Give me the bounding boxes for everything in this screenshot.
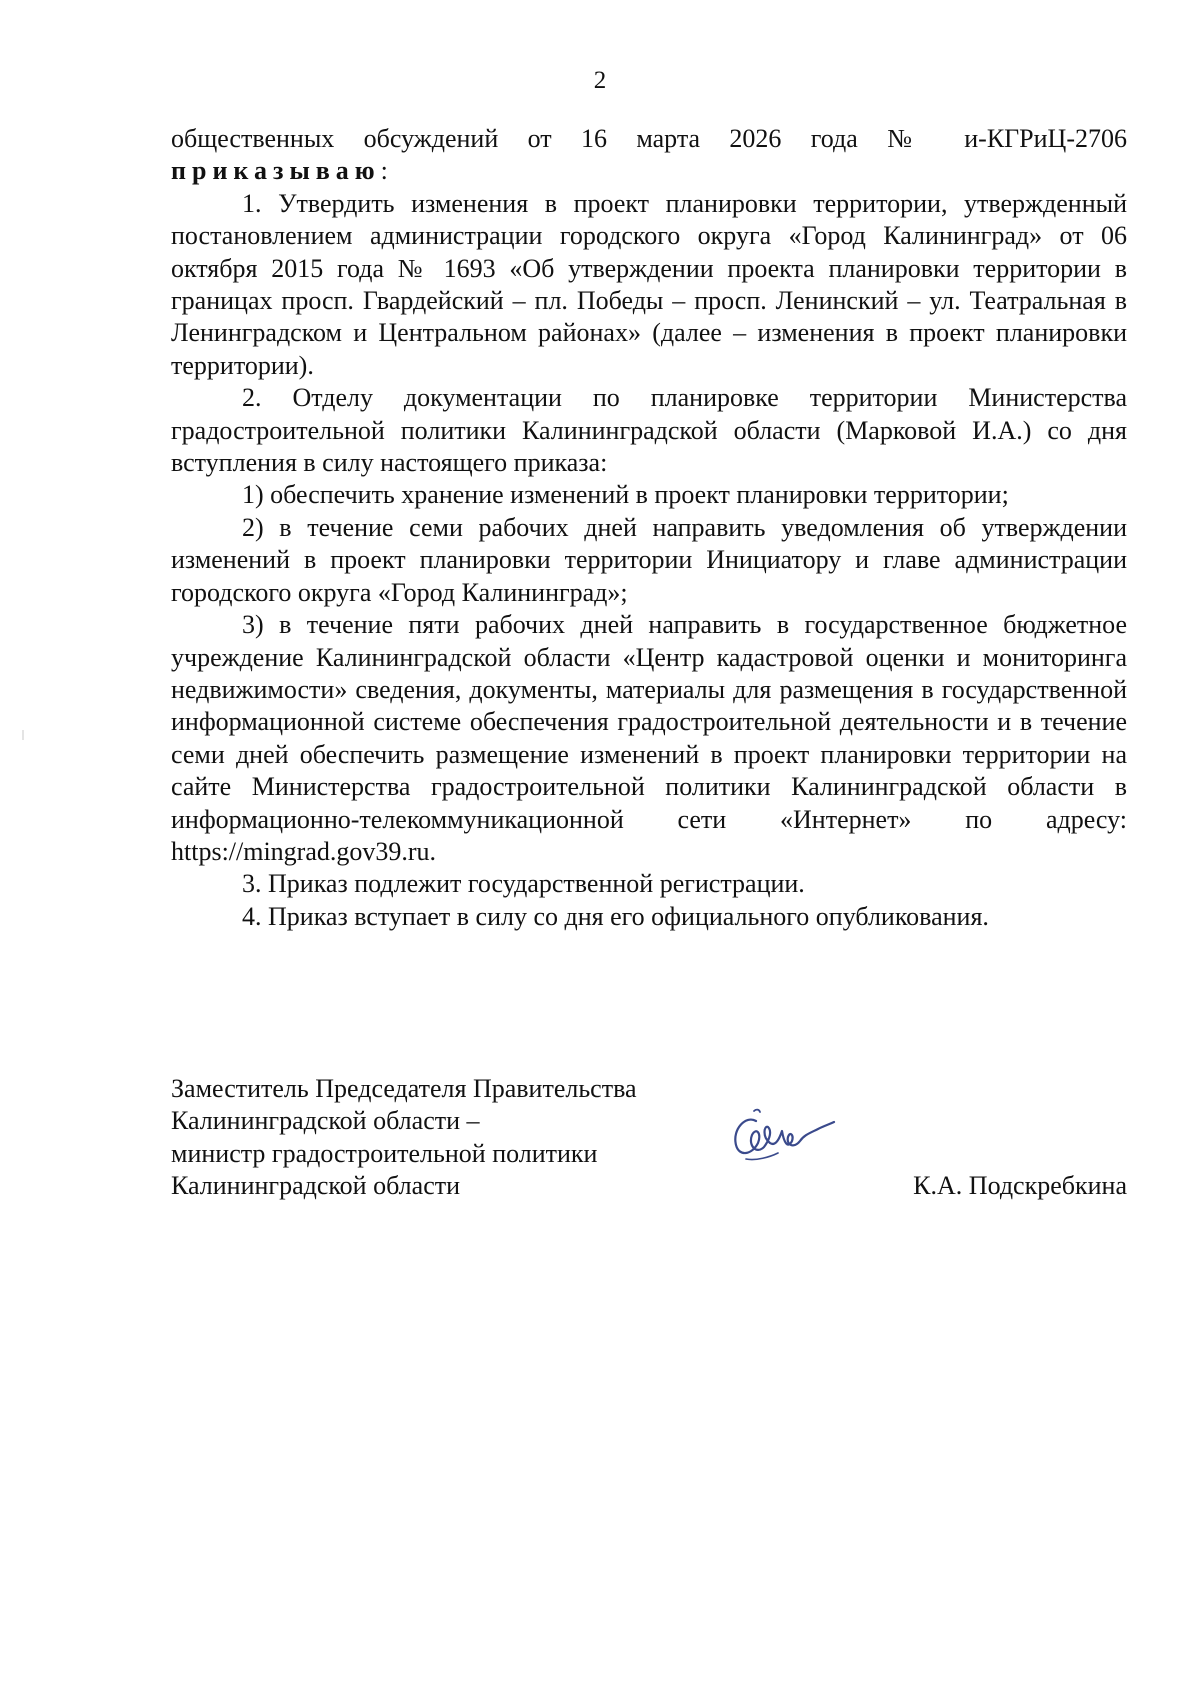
subitem-2-1: 1) обеспечить хранение изменений в проект планировки территории; (242, 480, 1009, 510)
document-body (171, 123, 1127, 933)
paragraph-item-3: 3. Приказ подлежит государственной регистрации. (242, 869, 805, 899)
order-word: приказываю (171, 156, 381, 186)
page-number: 2 (593, 67, 607, 94)
subitem-2-2: 2) в течение семи рабочих дней направить уведомления об утверждении изменений в проект планировки территории Инициатору и главе администрации городского округа «Город Калининград»; (171, 512, 1127, 607)
signer-title (171, 1073, 731, 1203)
signer-title-line-2: Калининградской области – (171, 1106, 480, 1136)
signer-title-line-4: Калининградской области (171, 1171, 461, 1201)
paragraph-item-1: 1. Утвердить изменения в проект планировки территории, утвержденный постановлением администрации городского округа «Город Калининград» от 06 октября 2015 года № 1693 «Об утверждении проекта планировки территории в границах просп. Гвардейский – пл. Победы – просп. Ленинский – ул. Театральная в Ленинградском и Центральном районах» (далее – изменения в проект планировки территории). (171, 188, 1127, 380)
signature-block (171, 1073, 1127, 1213)
signer-title-line-3: министр градостроительной политики (171, 1138, 598, 1168)
paragraph-item-2: 2. Отделу документации по планировке территории Министерства градостроительной политики Калининградской области (Марковой И.А.) со дня вступления в силу настоящего приказа: (171, 383, 1127, 478)
order-colon: : (380, 156, 388, 186)
subitem-2-3: 3) в течение пяти рабочих дней направить в государственное бюджетное учреждение Калининградской области «Центр кадастровой оценки и мониторинга недвижимости» сведения, документы, материалы для размещения в государственной информационной системе обеспечения градостроительной деятельности и в течение семи дней обеспечить размещение изменений в проект планировки территории на сайте Министерства градостроительной политики Калининградской области в информационно-телекоммуникационной сети «Интернет» по адресу: https://mingrad.gov39.ru. (171, 610, 1127, 866)
order-line (171, 155, 1127, 187)
signer-name: К.А. Подскребкина (913, 1171, 1127, 1200)
signer-title-line-1: Заместитель Председателя Правительства (171, 1074, 637, 1103)
paragraph-item-4: 4. Приказ вступает в силу со дня его официального опубликования. (242, 901, 989, 931)
handwritten-signature (726, 1103, 836, 1173)
intro-line: общественных обсуждений от 16 марта 2026 года № и-КГРиЦ-2706 (171, 124, 1127, 153)
scan-margin-mark (22, 730, 24, 740)
